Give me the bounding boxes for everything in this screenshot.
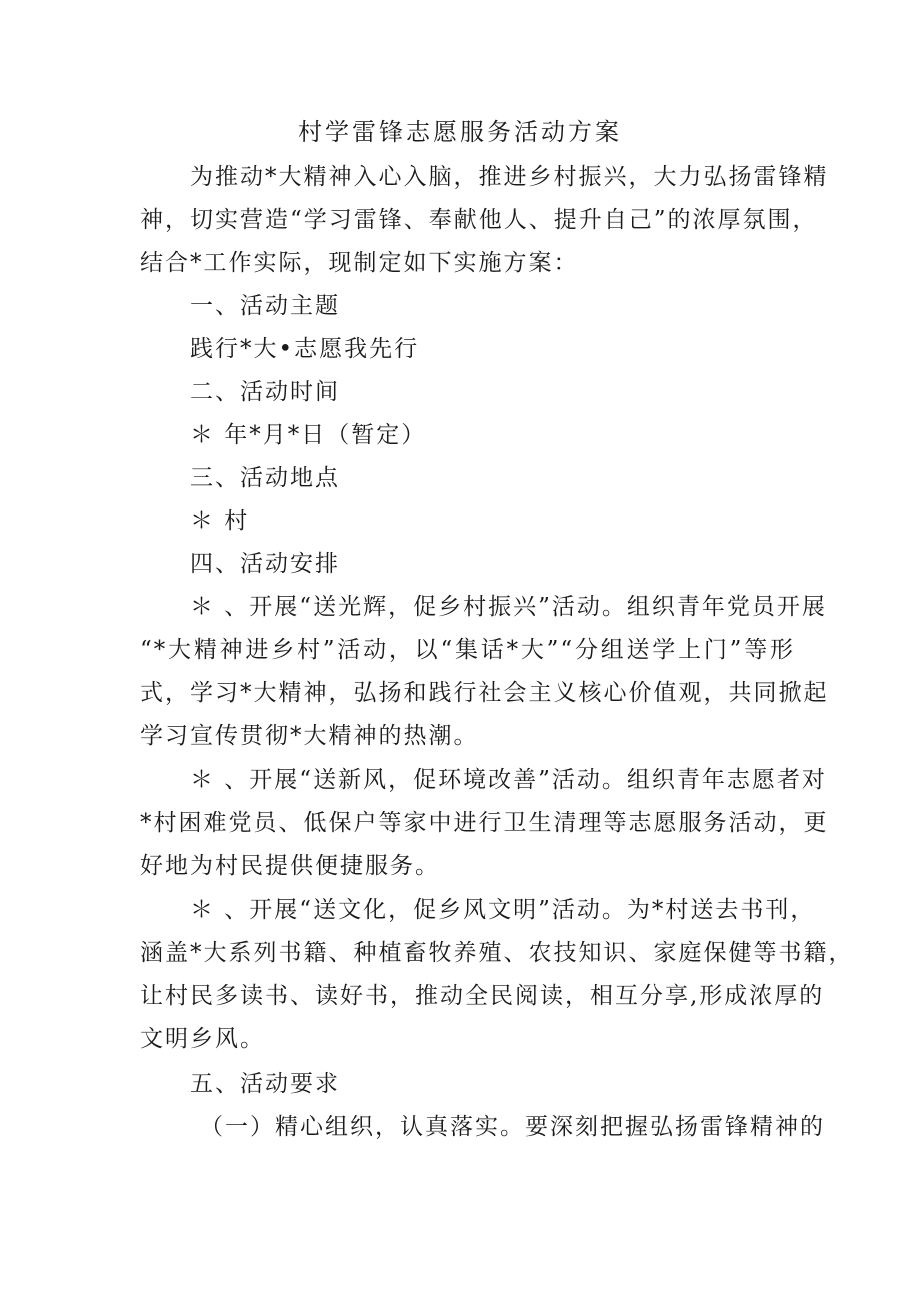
section-2-heading: 二、活动时间: [190, 379, 340, 405]
section-2-body: ＊ 年*月*日（暂定）: [190, 422, 427, 448]
section-1-body: 践行*大•志愿我先行: [190, 336, 420, 362]
item-1-line-2: “*大精神进乡村”活动，以“集话*大”“分组送学上门”等形: [140, 637, 795, 663]
item-3-line-3: 让村民多读书、读好书，推动全民阅读，相互分享,形成浓厚的: [140, 983, 825, 1009]
item-3-line-1: ＊ 、开展“送文化，促乡风文明”活动。为*村送去书刊，: [190, 897, 816, 923]
document-title: 村学雷锋志愿服务活动方案: [298, 118, 622, 146]
item-2-line-3: 好地为村民提供便捷服务。: [140, 853, 440, 879]
intro-line-3: 结合*工作实际，现制定如下实施方案：: [140, 250, 579, 276]
section-3-body: ＊ 村: [190, 508, 250, 534]
requirement-1-line-1: （一）精心组织，认真落实。要深刻把握弘扬雷锋精神的: [200, 1114, 825, 1140]
item-2-line-1: ＊ 、开展“送新风，促环境改善”活动。组织青年志愿者对: [190, 767, 827, 793]
section-5-heading: 五、活动要求: [190, 1071, 340, 1097]
item-1-line-4: 学习宣传贯彻*大精神的热潮。: [140, 723, 479, 749]
item-2-line-2: *村困难党员、低保户等家中进行卫生清理等志愿服务活动，更: [140, 810, 829, 836]
section-3-heading: 三、活动地点: [190, 465, 340, 491]
intro-line-2: 神，切实营造“学习雷锋、奉献他人、提升自己”的浓厚氛围，: [140, 207, 818, 233]
intro-line-1: 为推动*大精神入心入脑，推进乡村振兴，大力弘扬雷锋精: [190, 164, 829, 190]
item-3-line-2: 涵盖*大系列书籍、种植畜牧养殖、农技知识、家庭保健等书籍，: [140, 940, 854, 966]
section-4-heading: 四、活动安排: [190, 551, 340, 577]
item-1-line-1: ＊ 、开展“送光辉，促乡村振兴”活动。组织青年党员开展: [190, 594, 827, 620]
section-1-heading: 一、活动主题: [190, 293, 340, 319]
item-1-line-3: 式，学习*大精神，弘扬和践行社会主义核心价值观，共同掀起: [140, 680, 829, 706]
item-3-line-4: 文明乡风。: [140, 1026, 265, 1052]
